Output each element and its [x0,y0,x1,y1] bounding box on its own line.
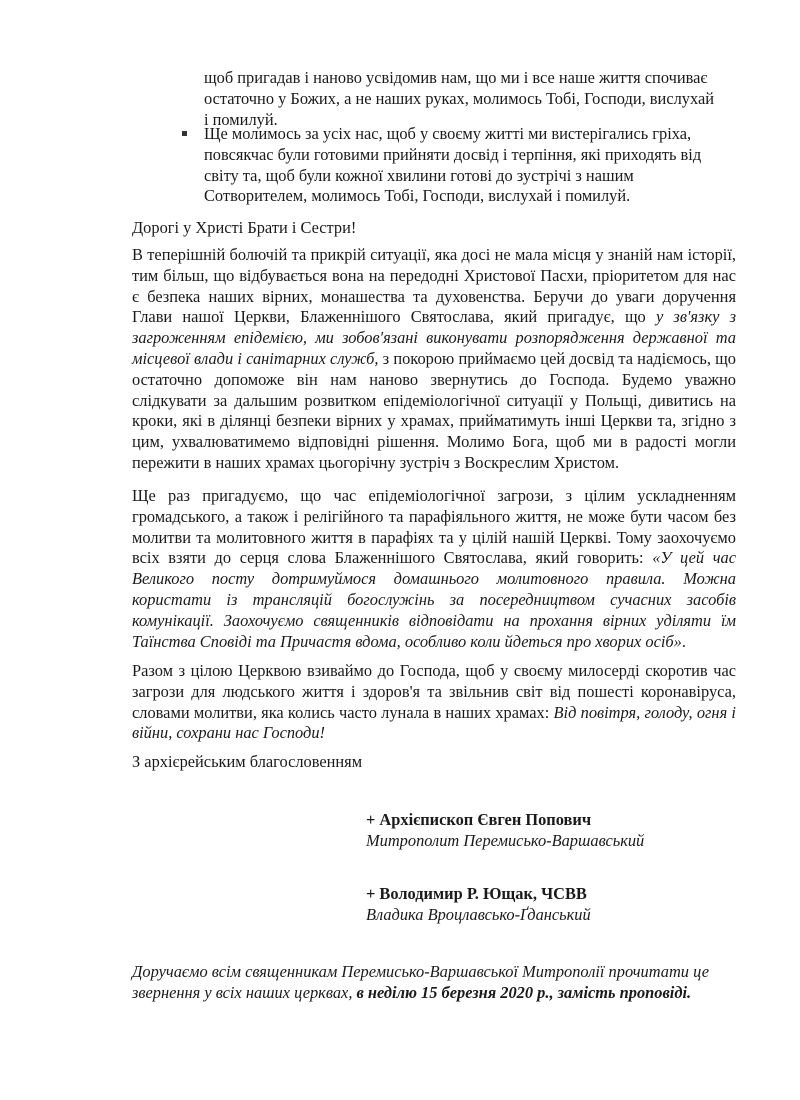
p1-text-a: В теперішній болючій та прикрій ситуації, яка досі не мала місця у знаній нам історії, тим більш, що відбувається вона на передодні Христової Пасхи, пріоритетом для нас є безпека наших вірних, монашества та духовенства. Беручи до уваги доручення Глави нашої Церкви, Блаженнішого Святослава, який пригадує, що [132,245,736,327]
signatory-name: + Володимир Р. Ющак, ЧСВВ [366,884,587,903]
continued-line-3: і помилуй. [204,109,278,129]
p1-italic-quote: у зв'язку з загроженням епідемією, ми зобов'язані виконувати розпорядження державної та місцевої влади і санітарних служб, [132,307,736,368]
closing-text-a: Доручаємо всім священникам Перемисько-Варшавської Митрополії прочитати це звернення у всіх наших церквах, [132,962,709,1002]
p2-text-a: Ще раз пригадуємо, що час епідеміологічної загрози, з цілим ускладненням громадського, а також і релігійного та парафіяльного життя, не може бути часом без молитви та молитовного життя в парафіях та у цілій нашій Церкві. Тому заохочуємо всіх взяти до серця слова Блаженнішого Святослава, який говорить: [132,486,736,568]
continued-prayer-paragraph [204,68,736,130]
paragraph-safety [132,245,736,474]
closing-instruction [132,962,736,1004]
paragraph-prayer-life [132,486,736,652]
signature-block-bishop [366,884,591,926]
paragraph-invocation [132,661,736,744]
signatory-title: Владика Вроцлавсько-Ґданський [366,904,591,924]
signature-block-metropolitan [366,810,644,852]
p3-italic-prayer: Від повітря, голоду, огня і війни, сохрани нас Господи! [132,702,736,743]
signatory-title: Митрополит Перемисько-Варшавський [366,830,645,850]
continued-line-1: щоб пригадав і наново усвідомив нам, що ми і все наше життя спочиває [204,68,708,87]
blessing-line: З архієрейським благословенням [132,752,363,771]
p1-text-c: з покорою приймаємо цей досвід та надіємось, що остаточно допоможе він нам наново звернутись до Господа. Будемо уважно слідкувати за дальшим розвитком епідеміологічної ситуації у Польщі, дивитись на кроки, які в ділянці безпеки вірних у храмах, прийматимуть інші Церкви та, згідно з цим, ухвалюватимемо відповідні рішення. Молимо Бога, щоб ми в радості могли пережити в наших храмах цьогорічну зустріч з Воскреслим Христом. [132,348,736,472]
p2-italic-quote: «У цей час Великого посту дотримуймося домашнього молитовного правила. Можна користати із трансляцій богослужінь за посередництвом сучасних засобів комунікації. Заохочуємо священників відповідати на прохання вірних уділяти їм Таїнства Сповіді та Причастя вдома, особливо коли йдеться про хворих осіб» [132,548,736,651]
prayer-bullet-item [204,124,736,207]
bullet-text: Ще молимось за усіх нас, щоб у своєму житті ми вистерігались гріха, повсякчас були готовими прийняти досвід і терпіння, які приходять від світу та, щоб були кожної хвилини готові до зустрічі з нашим Сотворителем, молимось Тобі, Господи, вислухай і помилуй. [204,124,702,206]
continued-line-2: остаточно у Божих, а не наших руках, молимось Тобі, Господи, вислухай [204,88,714,108]
square-bullet-icon [182,131,187,136]
p3-text-a: Разом з цілою Церквою взиваймо до Господа, щоб у своєму милосерді скоротив час загрози для людського життя і здоров'я та звільнив світ від пошесті коронавіруса, словами молитви, яка колись часто лунала в наших храмах: [132,661,736,722]
greeting: Дорогі у Христі Брати і Сестри! [132,218,357,237]
p2-text-c: . [681,631,686,651]
closing-date: в неділю 15 березня 2020 р., замість проповіді. [356,982,692,1002]
signatory-name: + Архієпископ Євген Попович [366,810,592,829]
